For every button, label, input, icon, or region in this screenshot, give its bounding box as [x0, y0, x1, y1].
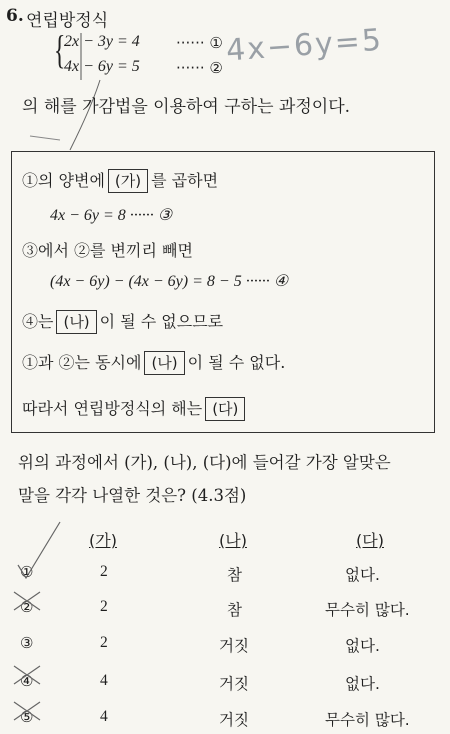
blank-ga[interactable]: (가): [108, 169, 148, 193]
choice-marker: ①: [20, 563, 34, 581]
header-da: (다): [356, 531, 384, 550]
blank-na-1[interactable]: (나): [56, 310, 96, 334]
intro-text: 의 해를 가감법을 이용하여 구하는 과정이다.: [22, 97, 351, 117]
choice-marker: ②: [20, 598, 34, 616]
cell-ga: 4: [100, 708, 108, 725]
cell-da: 없다.: [345, 566, 380, 584]
cell-na: 거짓: [219, 711, 249, 729]
cell-na: 거짓: [219, 675, 249, 693]
choice-marker: ③: [20, 634, 34, 652]
box-line-6: ①과 ②는 동시에 (나) 이 될 수 없다.: [22, 350, 285, 375]
cell-da: 없다.: [345, 675, 380, 693]
handwritten-note: 4x−6y=5: [224, 22, 385, 69]
cell-na: 참: [227, 601, 242, 619]
cell-na: 거짓: [219, 637, 249, 655]
header-ga: (가): [89, 531, 117, 550]
cell-na: 참: [227, 566, 242, 584]
box-line-2: 4x − 6y = 8 ······ ③: [50, 207, 173, 224]
pencil-choice-marks: [0, 500, 120, 734]
question-title: 연립방정식: [26, 11, 109, 31]
box-line-3: ③에서 ②를 변끼리 빼면: [22, 241, 193, 260]
blank-na-2[interactable]: (나): [144, 351, 184, 375]
cell-da: 없다.: [345, 637, 380, 655]
choice-marker: ⑤: [20, 708, 34, 726]
equation-1: 2x − 3y = 4: [64, 33, 140, 50]
cell-ga: 2: [100, 598, 108, 615]
question-line-2: 말을 각각 나열한 것은? (4.3점): [18, 486, 247, 505]
header-na: (나): [219, 531, 247, 550]
process-box: [11, 151, 435, 433]
box-line-1: ①의 양변에 (가) 를 곱하면: [22, 168, 218, 193]
cell-ga: 2: [100, 634, 108, 651]
equation-2-tag: ······ ②: [176, 59, 223, 77]
equation-1-tag: ······ ①: [176, 34, 223, 52]
cell-ga: 4: [100, 672, 108, 689]
cell-da: 무수히 많다.: [325, 601, 410, 619]
cell-da: 무수히 많다.: [325, 711, 410, 729]
choice-marker: ④: [20, 672, 34, 690]
question-number: 6.: [6, 6, 24, 26]
box-line-7: 따라서 연립방정식의 해는 (다): [22, 396, 248, 421]
question-line-1: 위의 과정에서 (가), (나), (다)에 들어갈 가장 알맞은: [18, 453, 391, 472]
cell-ga: 2: [100, 563, 108, 580]
box-line-5: ④는 (나) 이 될 수 없으므로: [22, 309, 223, 334]
blank-da[interactable]: (다): [205, 397, 245, 421]
system-brace: {: [53, 27, 66, 72]
equation-2: 4x − 6y = 5: [64, 58, 140, 75]
box-line-4: (4x − 6y) − (4x − 6y) = 8 − 5 ······ ④: [50, 273, 289, 290]
